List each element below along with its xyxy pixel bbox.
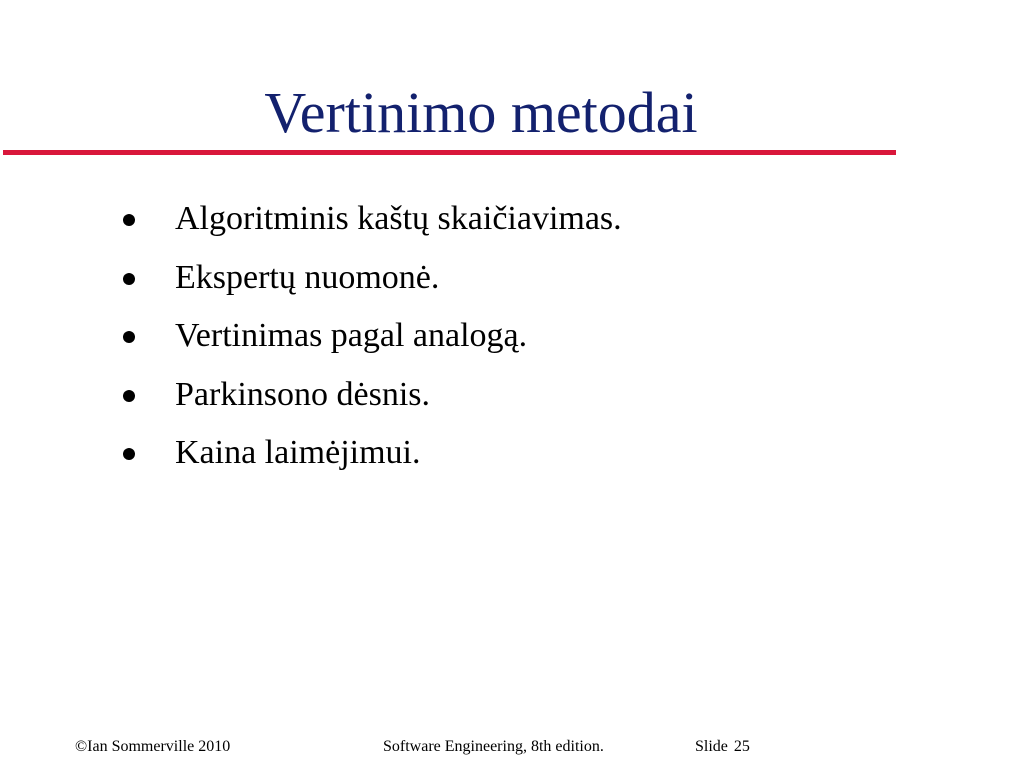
- bullet-text: Parkinsono dėsnis.: [175, 375, 430, 413]
- bullet-icon: [123, 331, 135, 343]
- bullet-icon: [123, 448, 135, 460]
- bullet-text: Kaina laimėjimui.: [175, 434, 421, 471]
- bullet-icon: [123, 214, 135, 226]
- slide-label: Slide: [695, 738, 728, 755]
- slide-title: Vertinimo metodai: [264, 80, 698, 145]
- footer-copyright: ©Ian Sommerville 2010: [75, 738, 231, 755]
- footer-book-title: Software Engineering, 8th edition.: [383, 738, 604, 755]
- footer-slide-number: [695, 737, 750, 757]
- bullet-text: Ekspertų nuomonė.: [175, 258, 440, 296]
- bullet-text: Algoritminis kaštų skaičiavimas.: [175, 200, 622, 237]
- bullet-icon: [123, 390, 135, 402]
- bullet-icon: [123, 273, 135, 285]
- slide-number: 25: [733, 738, 750, 755]
- title-underline: [3, 150, 896, 155]
- bullet-text: Vertinimas pagal analogą.: [175, 317, 528, 354]
